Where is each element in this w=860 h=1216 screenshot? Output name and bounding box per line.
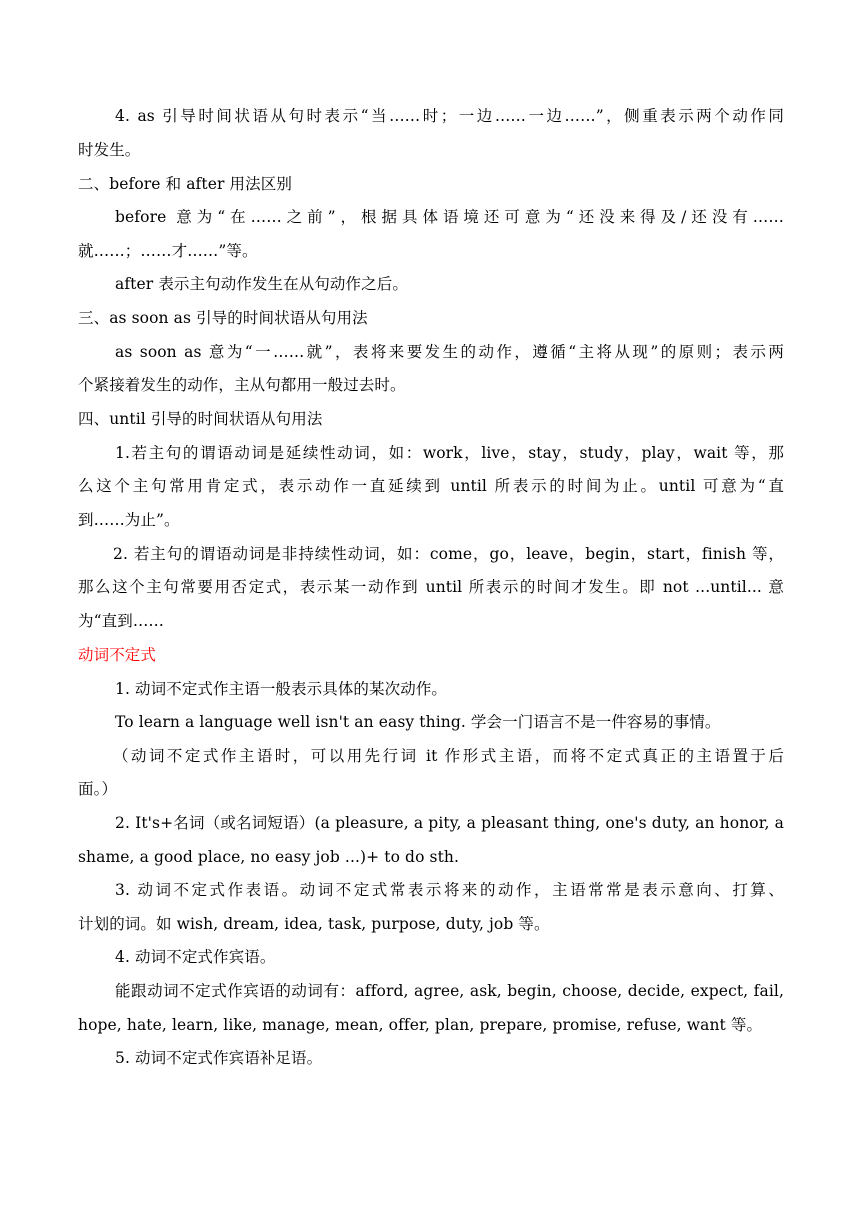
paragraph-as-soon-as: as soon as 意为“一……就”，表将来要发生的动作，遵循“主将从现”的原则；表示两 <box>115 343 784 361</box>
paragraph-as-usage: 4. as 引导时间状语从句时表示“当……时；一边……一边……”，侧重表示两个动作同 <box>115 107 784 125</box>
paragraph-infinitive-5: 5. 动词不定式作宾语补足语。 <box>115 1049 323 1067</box>
paragraph-infinitive-3: 3. 动词不定式作表语。动词不定式常表示将来的动作，主语常常是表示意向、打算、 <box>115 881 784 899</box>
paragraph-infinitive-4: 4. 动词不定式作宾语。 <box>115 948 276 966</box>
paragraph-until-1-end: 到……为止”。 <box>78 511 180 529</box>
paragraph-until-2-end: 为“直到…… <box>78 612 165 630</box>
paragraph-until-1-cont: 么这个主句常用肯定式，表示动作一直延续到 until 所表示的时间为止。until 可意为“直 <box>78 477 784 495</box>
paragraph-as-usage-cont: 时发生。 <box>78 141 141 159</box>
heading-as-soon-as: 三、as soon as 引导的时间状语从句用法 <box>78 309 368 327</box>
heading-until: 四、until 引导的时间状语从句用法 <box>78 410 323 428</box>
paragraph-note: （动词不定式作主语时，可以用先行词 it 作形式主语，而将不定式真正的主语置于后 <box>113 747 784 765</box>
paragraph-before: before 意为“在……之前”，根据具体语境还可意为“还没来得及/还没有…… <box>115 208 784 226</box>
paragraph-infinitive-1: 1. 动词不定式作主语一般表示具体的某次动作。 <box>115 680 448 698</box>
paragraph-before-cont: 就……；……才……”等。 <box>78 242 258 260</box>
example-sentence: To learn a language well isn't an easy thing. 学会一门语言不是一件容易的事情。 <box>115 713 721 731</box>
heading-before-after: 二、before 和 after 用法区别 <box>78 175 292 193</box>
paragraph-infinitive-2: 2. It's+名词（或名词短语）(a pleasure, a pity, a pleasant thing, one's duty, an honor, a <box>115 814 784 832</box>
paragraph-infinitive-3-cont: 计划的词。如 wish, dream, idea, task, purpose, duty, job 等。 <box>78 915 550 933</box>
paragraph-until-1: 1.若主句的谓语动词是延续性动词，如：work，live，stay，study，play，wait 等，那 <box>115 444 784 462</box>
paragraph-infinitive-2-cont: shame, a good place, no easy job ...)+ to do sth. <box>78 848 460 866</box>
paragraph-object-verbs: 能跟动词不定式作宾语的动词有：afford, agree, ask, begin, choose, decide, expect, fail, <box>115 982 784 1000</box>
paragraph-until-2-cont: 那么这个主句常要用否定式，表示某一动作到 until 所表示的时间才发生。即 not ...until... 意 <box>78 578 784 596</box>
paragraph-note-cont: 面。） <box>78 780 118 798</box>
paragraph-as-soon-as-cont: 个紧接着发生的动作，主从句都用一般过去时。 <box>78 376 406 394</box>
section-heading-infinitive: 动词不定式 <box>78 646 157 664</box>
paragraph-until-2: 2. 若主句的谓语动词是非持续性动词，如：come，go，leave，begin，start，finish 等， <box>113 545 784 563</box>
paragraph-after: after 表示主句动作发生在从句动作之后。 <box>115 275 408 293</box>
paragraph-object-verbs-cont: hope, hate, learn, like, manage, mean, offer, plan, prepare, promise, refuse, want 等。 <box>78 1016 763 1034</box>
